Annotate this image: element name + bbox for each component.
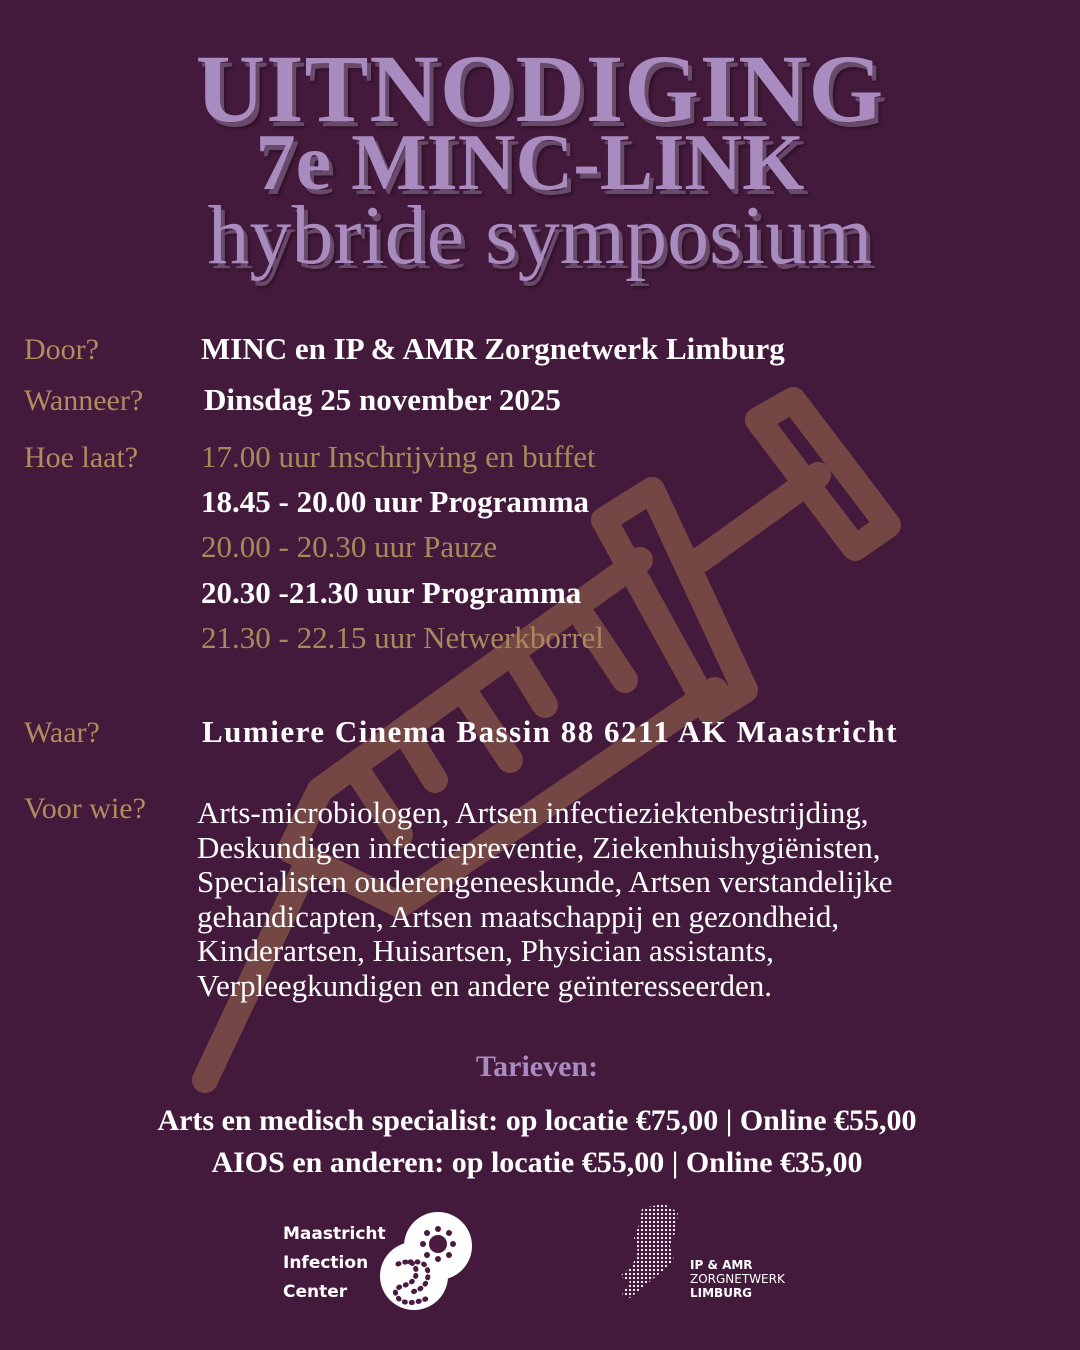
value-door: MINC en IP & AMR Zorgnetwerk Limburg <box>201 331 785 366</box>
audience-line: Arts-microbiologen, Artsen infectieziektenbestrijding, <box>197 795 869 830</box>
title-invitation: UITNODIGING <box>195 35 885 142</box>
tarieven-heading: Tarieven: <box>475 1050 599 1083</box>
ipamr-logo-text <box>690 1258 785 1300</box>
value-waar: Lumiere Cinema Bassin 88 6211 AK Maastricht <box>202 714 898 749</box>
title-event-name: 7e MINC-LINK <box>255 119 805 207</box>
audience-line: Kinderartsen, Huisartsen, Physician assistants, <box>197 933 774 969</box>
netherlands-map-icon <box>612 1200 692 1305</box>
value-wanneer: Dinsdag 25 november 2025 <box>204 382 561 417</box>
audience-line: Verpleegkundigen en andere geïnteresseerden. <box>197 967 772 1003</box>
label-wanneer: Wanneer? <box>24 384 144 417</box>
schedule-item: 21.30 - 22.15 uur Netwerkborrel <box>201 620 604 655</box>
audience-list <box>197 796 1057 1004</box>
label-hoe-laat: Hoe laat? <box>24 441 139 474</box>
mic-logo-line: Maastricht <box>283 1224 386 1244</box>
title-event-type: hybride symposium <box>207 189 873 282</box>
label-waar: Waar? <box>24 716 100 749</box>
schedule-item: 20.30 -21.30 uur Programma <box>201 575 582 610</box>
audience-line: Specialisten ouderengeneeskunde, Artsen verstandelijke <box>197 864 893 900</box>
ipamr-logo-line: IP & AMR <box>690 1258 753 1272</box>
label-door: Door? <box>24 333 99 366</box>
schedule-item: 17.00 uur Inschrijving en buffet <box>201 439 596 474</box>
ipamr-logo-line: ZORGNETWERK <box>690 1272 785 1286</box>
audience-line: Deskundigen infectiepreventie, Ziekenhuishygiënisten, <box>197 829 881 865</box>
mic-logo-line: Infection <box>283 1253 369 1273</box>
price-row: Arts en medisch specialist: op locatie €75,00 | Online €55,00 <box>157 1104 917 1137</box>
mic-logo-line: Center <box>283 1282 348 1302</box>
ipamr-logo-line: LIMBURG <box>690 1286 753 1300</box>
label-voor-wie: Voor wie? <box>24 792 146 825</box>
price-row: AIOS en anderen: op locatie €55,00 | Online €35,00 <box>211 1146 863 1179</box>
schedule-item: 18.45 - 20.00 uur Programma <box>201 484 590 519</box>
audience-line: gehandicapten, Artsen maatschappij en gezondheid, <box>197 898 840 934</box>
schedule-item: 20.00 - 20.30 uur Pauze <box>201 529 498 564</box>
mic-logo-text <box>283 1220 386 1307</box>
mic-logo-icon <box>376 1212 476 1312</box>
